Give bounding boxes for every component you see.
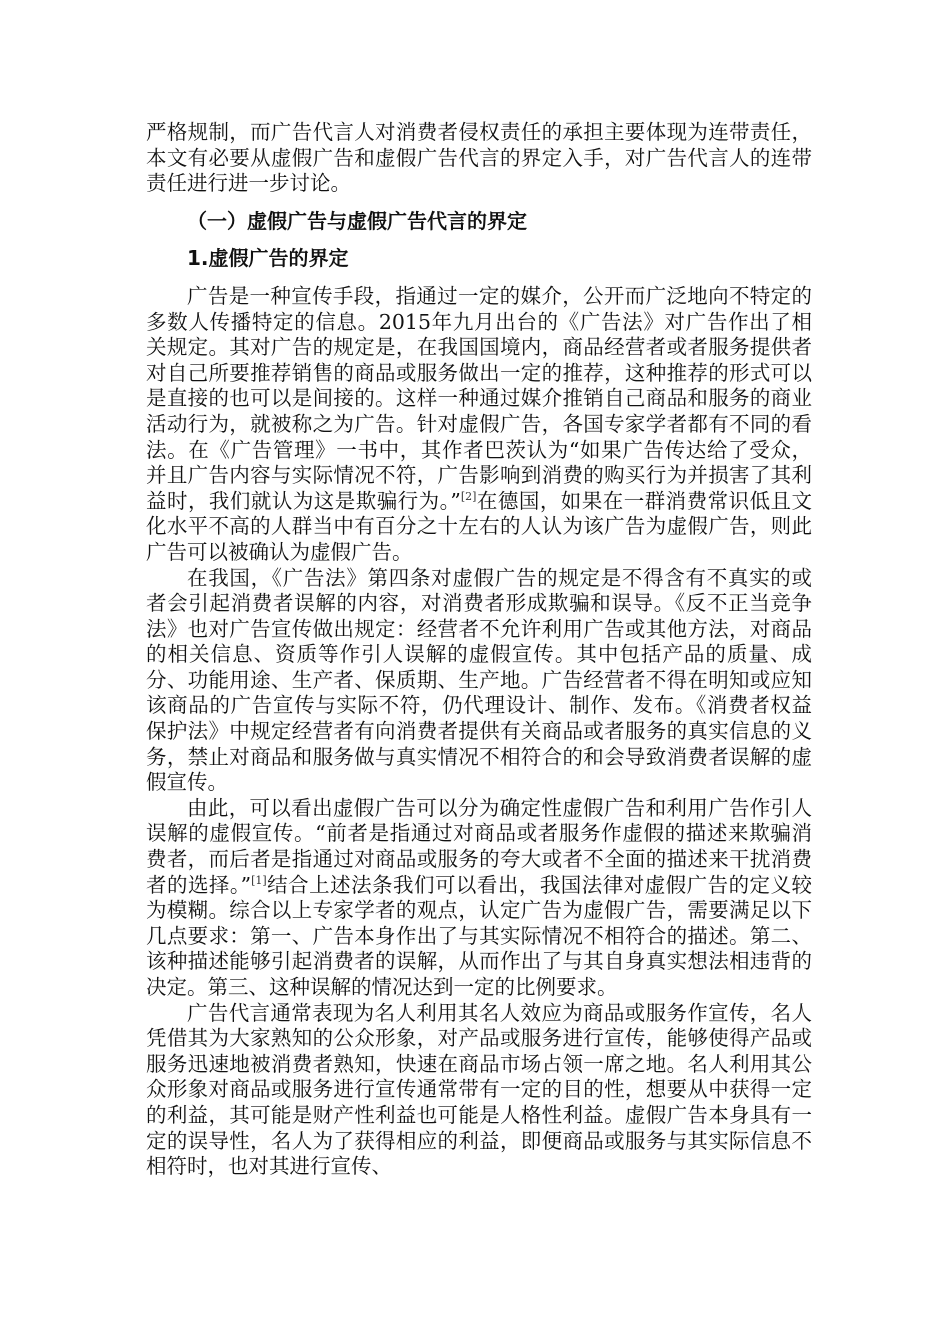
subsection-heading: 1.虚假广告的界定 — [187, 246, 349, 271]
citation-ref: [2] — [460, 489, 477, 503]
paragraph-text: 广告是一种宣传手段，指通过一定的媒介，公开而广泛地向不特定的多数人传播特定的信息。2015年九月出台的《广告法》对广告作出了相关规定。其对广告的规定是，在我国国境内，商品经营者或者服务提供者对自己所要推荐销售的商品或服务做出一定的推荐，这种推荐的形式可以是直接的也可以是间接的。这样一种通过媒介推销自己商品和服务的商业活动行为，就被称之为广告。针对虚假广告，各国专家学者都有不同的看法。在《广告管理》一书中，其作者巴茨认为“如果广告传达给了受众，并且广告内容与实际情况不符，广告影响到消费的购买行为并损害了其利益时，我们就认为这是欺骗行为。” — [146, 283, 812, 513]
document-page — [146, 120, 812, 1180]
paragraph-advertising-definition — [146, 284, 812, 566]
paragraph-text: 结合上述法条我们可以看出，我国法律对虚假广告的定义较为模糊。综合以上专家学者的观点，认定广告为虚假广告，需要满足以下几点要求：第一、广告本身作出了与其实际情况不相符合的描述。第二、该种描述能够引起消费者的误解，从而作出了与其自身真实想法相违背的决定。第三、这种误解的情况达到一定的比例要求。 — [146, 872, 813, 999]
citation-ref: [1] — [251, 873, 267, 887]
section-heading: （一）虚假广告与虚假广告代言的界定 — [187, 208, 527, 233]
paragraph-continued: 严格规制，而广告代言人对消费者侵权责任的承担主要体现为连带责任，本文有必要从虚假广告和虚假广告代言的界定入手，对广告代言人的连带责任进行进一步讨论。 — [146, 120, 812, 196]
paragraph-endorsement: 广告代言通常表现为名人利用其名人效应为商品或服务作宣传，名人凭借其为大家熟知的公众形象，对产品或服务进行宣传，能够使得产品或服务迅速地被消费者熟知，快速在商品市场占领一席之地。名人利用其公众形象对商品或服务进行宣传通常带有一定的目的性，想要从中获得一定的利益，其可能是财产性利益也可能是人格性利益。虚假广告本身具有一定的误导性，名人为了获得相应的利益，即便商品或服务与其实际信息不相符时，也对其进行宣传、 — [146, 1000, 812, 1179]
paragraph-text: 由此，可以看出虚假广告可以分为确定性虚假广告和利用广告作引人误解的虚假宣传。“前者是指通过对商品或者服务作虚假的描述来欺骗消费者，而后者是指通过对商品或服务的夸大或者不全面的描述来干扰消费者的选择。” — [146, 795, 812, 897]
paragraph-china-law: 在我国，《广告法》第四条对虚假广告的规定是不得含有不真实的或者会引起消费者误解的内容，对消费者形成欺骗和误导。《反不正当竞争法》也对广告宣传做出规定：经营者不允许利用广告或其他方法，对商品的相关信息、资质等作引人误解的虚假宣传。其中包括产品的质量、成分、功能用途、生产者、保质期、生产地。广告经营者不得在明知或应知该商品的广告宣传与实际不符，仍代理设计、制作、发布。《消费者权益保护法》中规定经营者有向消费者提供有关商品或者服务的真实信息的义务，禁止对商品和服务做与真实情况不相符合的和会导致消费者误解的虚假宣传。 — [146, 565, 812, 795]
paragraph-classification — [146, 796, 812, 1001]
paragraph-text: 在德国，如果在一群消费常识低且文化水平不高的人群当中有百分之十左右的人认为该广告为虚假广告，则此广告可以被确认为虚假广告。 — [146, 488, 813, 564]
